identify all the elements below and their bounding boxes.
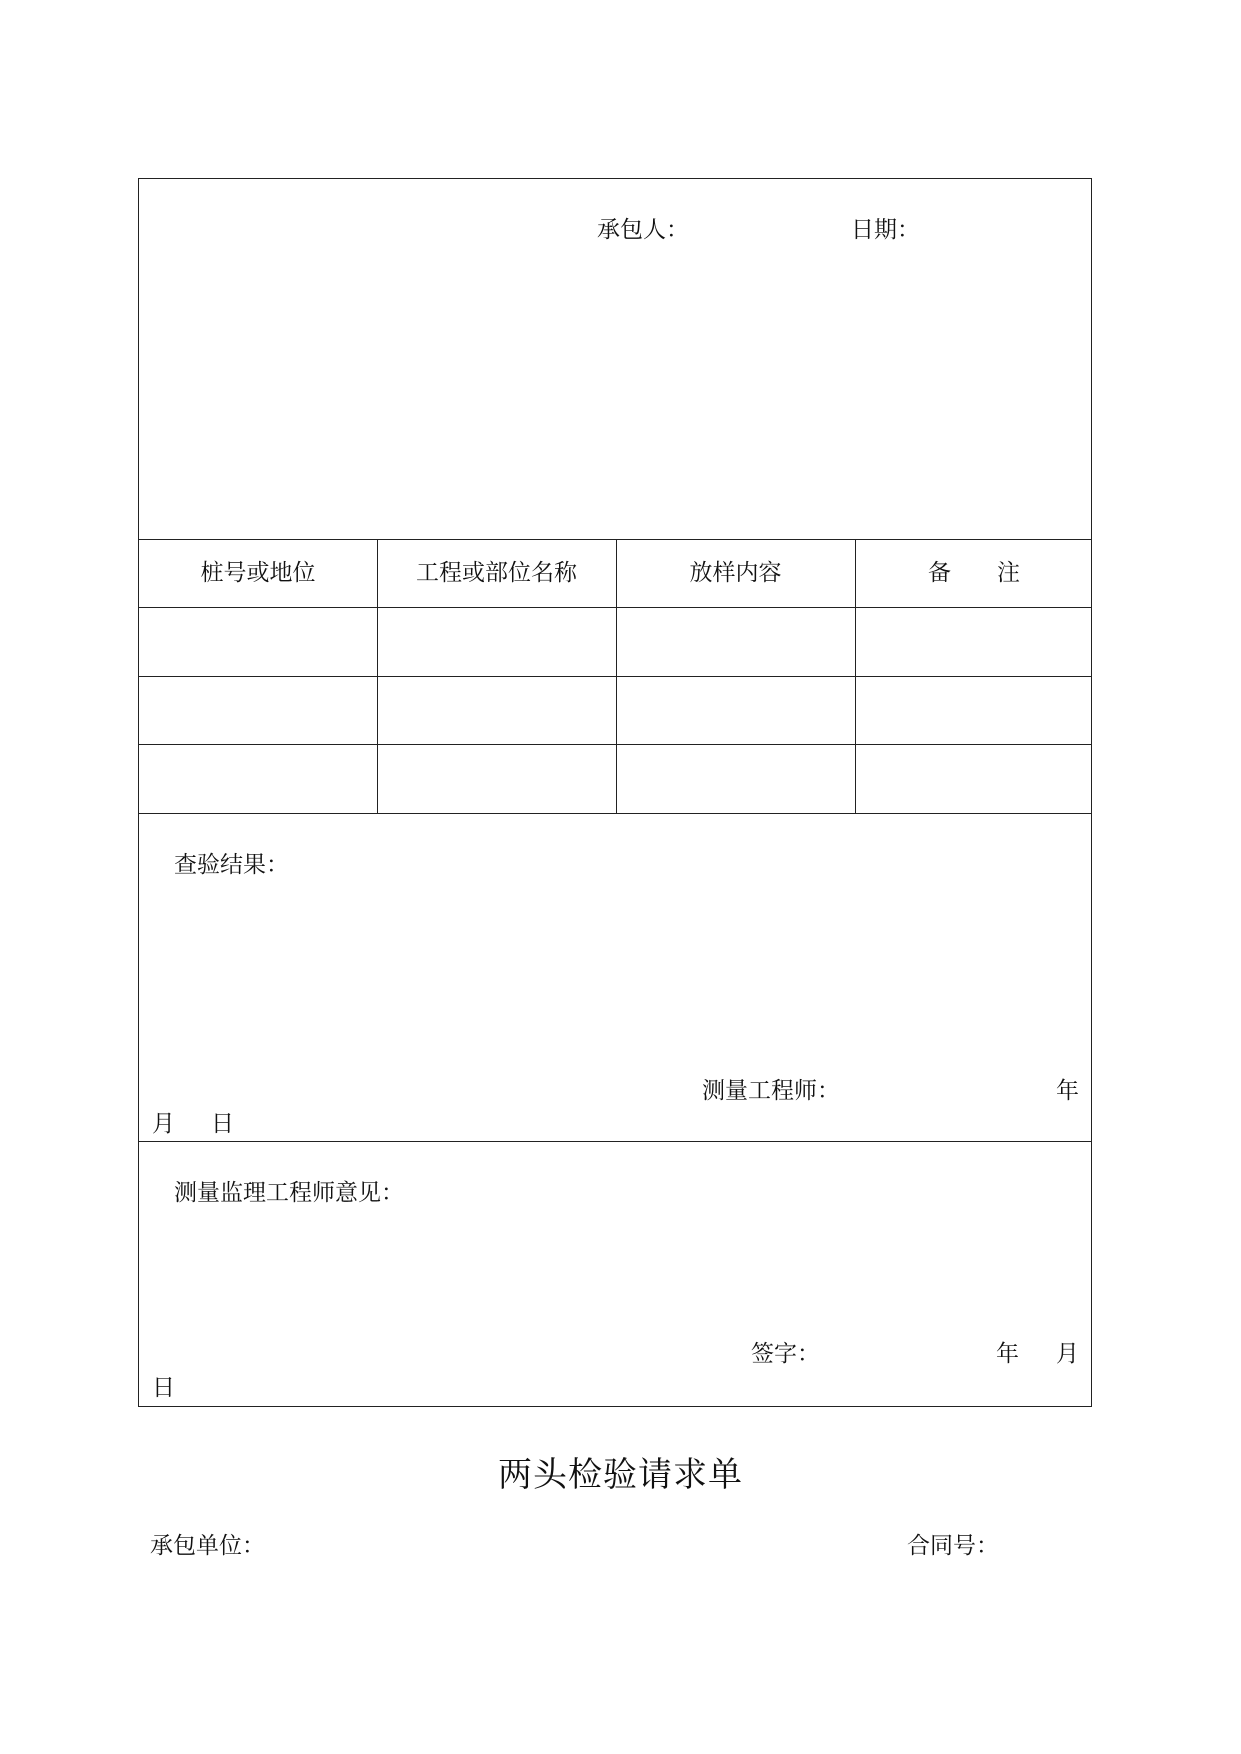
table-row-divider [139,676,1091,677]
inspection-month-label: 月 [152,1111,175,1137]
date-label: 日期： [851,217,920,243]
inspection-day-label: 日 [211,1111,234,1137]
contractor-label: 承包人： [597,217,689,243]
supervisor-year-label: 年 [996,1341,1019,1367]
document-title: 两头检验请求单 [498,1455,743,1495]
supervisor-day-label: 日 [152,1375,175,1401]
contract-number-label: 合同号： [907,1533,999,1559]
table-row-divider [139,744,1091,745]
divider-top-section [139,539,1091,540]
table-header-divider [139,607,1091,608]
inspection-year-label: 年 [1056,1078,1079,1104]
column-header-project-name: 工程或部位名称 [416,560,577,586]
divider-inspection-section [139,1141,1091,1142]
form-frame [138,178,1092,1407]
signature-label: 签字： [751,1341,820,1367]
table-bottom-divider [139,813,1091,814]
contractor-unit-label: 承包单位： [150,1533,265,1559]
column-header-remarks: 备 注 [928,560,1020,586]
supervisor-month-label: 月 [1056,1341,1079,1367]
column-header-setout-content: 放样内容 [689,560,782,586]
inspection-result-label: 查验结果： [174,852,289,878]
supervisor-opinion-label: 测量监理工程师意见： [174,1180,404,1206]
survey-engineer-label: 测量工程师： [702,1078,840,1104]
column-header-station: 桩号或地位 [200,560,316,586]
